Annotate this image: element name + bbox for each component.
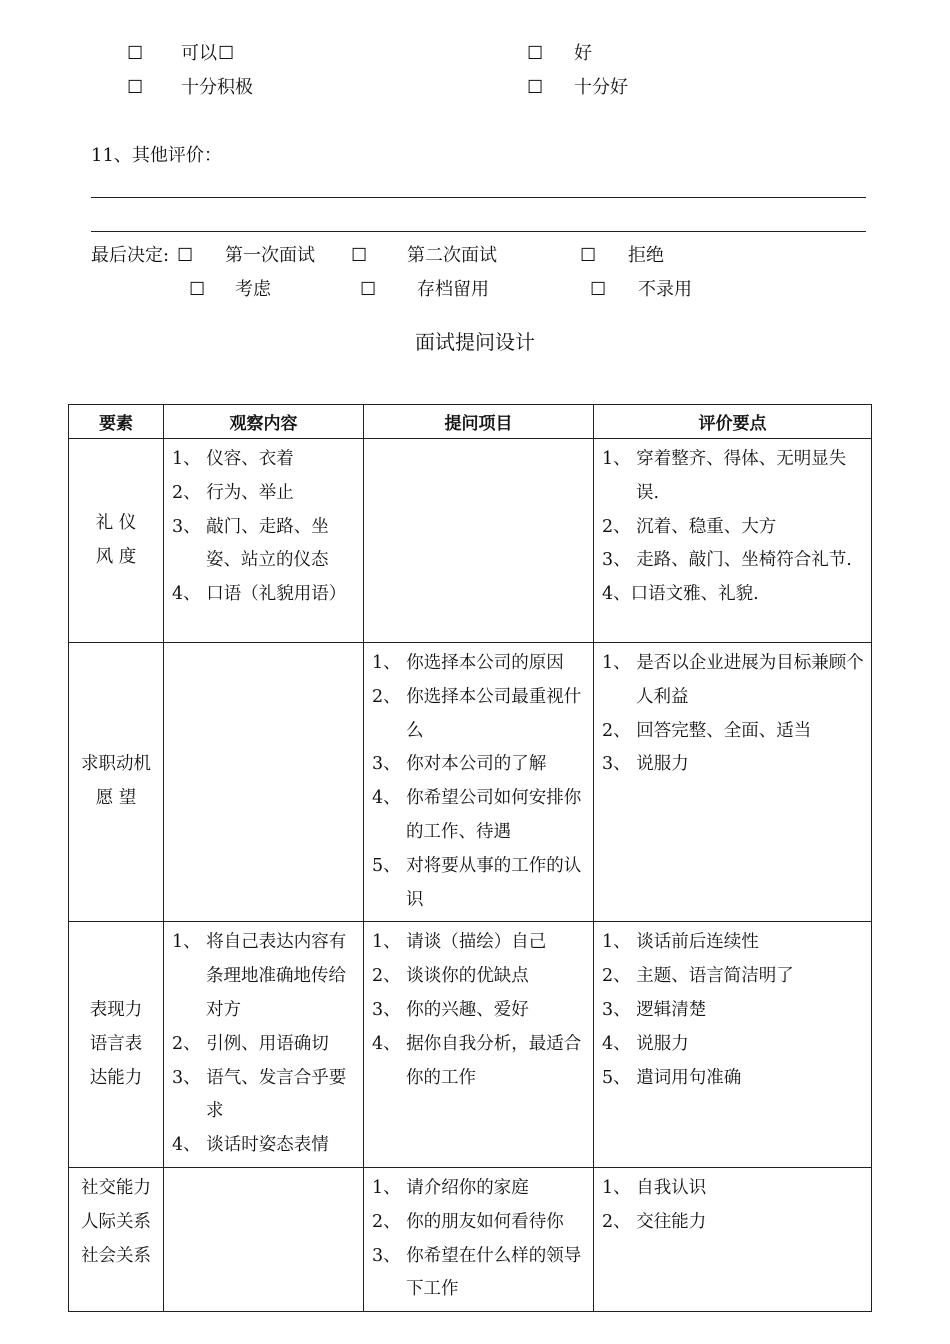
list-item: 4、口语文雅、礼貌. <box>602 584 759 605</box>
evaluation-cell <box>594 439 872 643</box>
decision-option: 考虑 <box>235 279 271 300</box>
checkbox[interactable]: ☐ <box>527 77 544 98</box>
other-eval-label: 11、其他评价： <box>91 145 222 166</box>
checkbox[interactable]: ☐ <box>189 279 206 300</box>
observe-cell <box>164 439 364 643</box>
element-line: 社交能力 <box>81 1177 151 1198</box>
list-item: 4、 说服力 <box>602 1033 689 1054</box>
list-item: 1、 请谈（描绘）自己 <box>372 932 547 953</box>
list-item: 2、 引例、用语确切 <box>172 1033 329 1054</box>
questions-cell <box>364 1167 594 1311</box>
element-line: 达能力 <box>89 1067 143 1088</box>
list-item: 3、 逻辑清楚 <box>602 999 707 1020</box>
list-item: 2、 谈谈你的优缺点 <box>372 966 529 987</box>
section-title: 面试提问设计 <box>415 330 535 354</box>
list-item: 2、 主题、语言简洁明了 <box>602 966 794 987</box>
list-item: 1、 自我认识 <box>602 1177 707 1198</box>
element-cell <box>69 643 164 922</box>
answer-line <box>91 231 866 232</box>
list-item: 4、 口语（礼貌用语） <box>172 584 347 605</box>
checkbox[interactable]: ☐ <box>177 245 194 266</box>
list-item: 1、 你选择本公司的原因 <box>372 653 564 673</box>
option-label: 好 <box>574 43 592 64</box>
list-item: 2、 交往能力 <box>602 1211 707 1232</box>
list-item: 1、 将自己表达内容有条理地准确地传给对方 <box>172 932 347 1020</box>
questions-cell <box>364 439 594 643</box>
table-row <box>69 439 872 643</box>
checkbox[interactable]: ☐ <box>360 279 377 300</box>
option-label: 可以 <box>181 43 217 64</box>
table-row <box>69 643 872 922</box>
element-line: 求职动机 <box>81 754 151 775</box>
element-line: 社会关系 <box>81 1245 151 1266</box>
observe-cell <box>164 643 364 922</box>
option-label: 十分积极 <box>181 77 253 98</box>
observe-cell <box>164 922 364 1168</box>
list-item: 4、 据你自我分析，最适合你的工作 <box>372 1033 582 1088</box>
element-line: 礼 仪 <box>95 512 137 533</box>
answer-line <box>91 197 866 198</box>
evaluation-cell <box>594 643 872 922</box>
decision-option: 第二次面试 <box>407 245 497 266</box>
list-item: 3、 敲门、走路、坐姿、站立的仪态 <box>172 516 329 571</box>
list-item: 2、 行为、举止 <box>172 482 294 503</box>
table-header-row <box>69 405 872 439</box>
evaluation-cell <box>594 922 872 1168</box>
list-item: 3、 走路、敲门、坐椅符合礼节. <box>602 550 852 571</box>
list-item: 1、 请介绍你的家庭 <box>372 1177 529 1198</box>
table-row <box>69 1167 872 1311</box>
header-evaluation: 评价要点 <box>594 405 872 439</box>
list-item: 2、 回答完整、全面、适当 <box>602 720 812 741</box>
decision-label: 最后决定: <box>91 245 170 266</box>
list-item: 1、 仪容、衣着 <box>172 449 294 469</box>
element-cell <box>69 922 164 1168</box>
table-row <box>69 922 872 1168</box>
decision-option: 第一次面试 <box>225 245 315 266</box>
checkbox[interactable]: ☐ <box>218 43 235 64</box>
decision-option: 不录用 <box>638 279 692 300</box>
list-item: 1、 是否以企业进展为目标兼顾个人利益 <box>602 653 864 707</box>
list-item: 3、 说服力 <box>602 754 689 775</box>
checkbox[interactable]: ☐ <box>351 245 368 266</box>
observe-cell <box>164 1167 364 1311</box>
list-item: 1、 谈话前后连续性 <box>602 932 759 953</box>
checkbox[interactable]: ☐ <box>127 77 144 98</box>
element-line: 表现力 <box>89 999 143 1020</box>
element-line: 人际关系 <box>81 1211 151 1232</box>
list-item: 4、 你希望公司如何安排你的工作、待遇 <box>372 788 582 842</box>
list-item: 3、 你对本公司的了解 <box>372 754 547 775</box>
list-item: 5、 对将要从事的工作的认识 <box>372 855 582 910</box>
element-line: 风 度 <box>95 546 137 567</box>
interview-question-table <box>68 404 872 1312</box>
questions-cell <box>364 922 594 1168</box>
checkbox[interactable]: ☐ <box>590 279 607 300</box>
questions-cell <box>364 643 594 922</box>
element-cell <box>69 439 164 643</box>
list-item: 2、 你选择本公司最重视什么 <box>372 686 582 741</box>
list-item: 2、 你的朋友如何看待你 <box>372 1211 564 1232</box>
option-label: 十分好 <box>574 77 628 98</box>
header-observe: 观察内容 <box>164 405 364 439</box>
list-item: 3、 你的兴趣、爱好 <box>372 999 529 1020</box>
evaluation-cell <box>594 1167 872 1311</box>
list-item: 1、 穿着整齐、得体、无明显失误. <box>602 449 847 503</box>
header-questions: 提问项目 <box>364 405 594 439</box>
header-element: 要素 <box>69 405 164 439</box>
checkbox[interactable]: ☐ <box>127 43 144 64</box>
list-item: 5、 遣词用句准确 <box>602 1067 742 1088</box>
checkbox[interactable]: ☐ <box>527 43 544 64</box>
element-line: 愿 望 <box>95 788 137 809</box>
decision-option: 拒绝 <box>628 245 664 266</box>
decision-option: 存档留用 <box>417 279 489 300</box>
list-item: 3、 语气、发言合乎要求 <box>172 1067 347 1122</box>
list-item: 4、 谈话时姿态表情 <box>172 1135 329 1156</box>
checkbox[interactable]: ☐ <box>580 245 597 266</box>
list-item: 3、 你希望在什么样的领导下工作 <box>372 1245 582 1300</box>
element-line: 语言表 <box>89 1033 143 1054</box>
element-cell <box>69 1167 164 1311</box>
list-item: 2、 沉着、稳重、大方 <box>602 516 777 537</box>
